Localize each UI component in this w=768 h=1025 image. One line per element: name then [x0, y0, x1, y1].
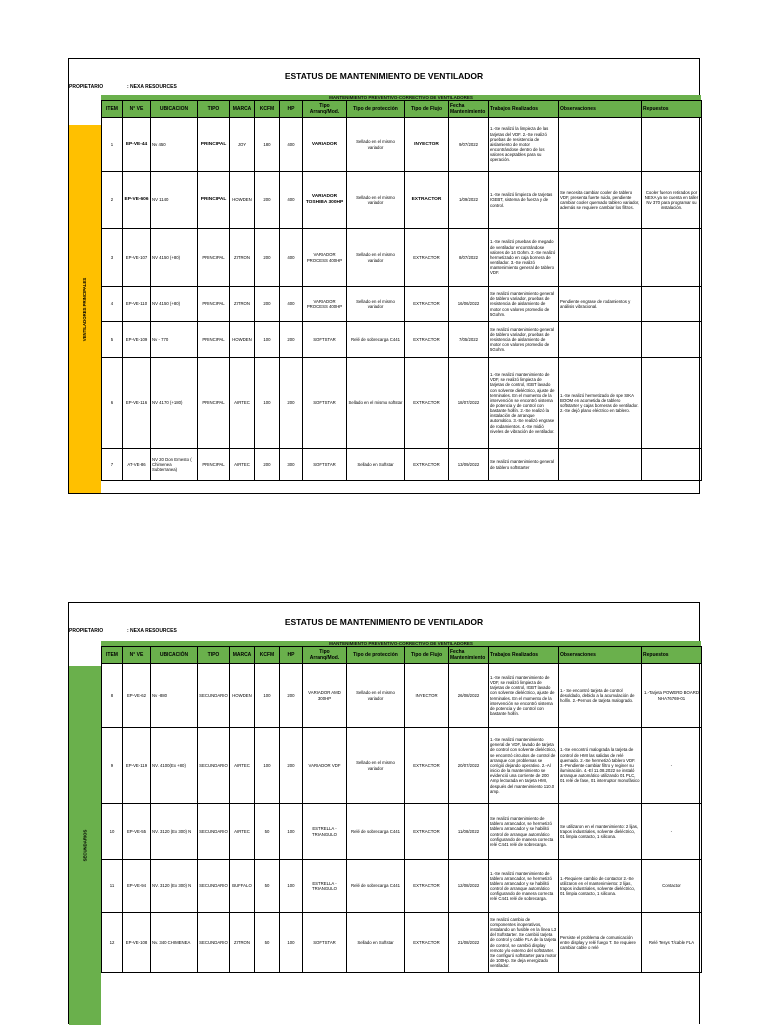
cell-hp: 400 — [280, 229, 303, 287]
maintenance-sheet-secundarios — [68, 602, 700, 1024]
cell-tipo: SECUNDARIO — [198, 728, 230, 804]
cell-ubic: Nv. 340 CHIMENEA — [151, 913, 198, 973]
sheet-subheader: MANTENIMIENTO PREVENTIVO-CORRECTIVO DE VENTILADORES — [101, 641, 701, 646]
cell-ubic: NV 4150 (+80) — [151, 229, 198, 287]
column-header: N° VE — [123, 647, 151, 664]
cell-tipo: PRINCIPAL — [198, 172, 230, 229]
cell-fecha: 20/07/2022 — [449, 728, 489, 804]
column-header: TIPO — [198, 647, 230, 664]
cell-fecha: 9/07/2022 — [449, 118, 489, 172]
cell-proteccion: Sellado en Softstar — [347, 913, 405, 973]
column-header: Tipo de Flujo — [405, 647, 449, 664]
column-header: UBICACIÓN — [151, 647, 198, 664]
cell-marca: AIRTEC — [230, 804, 255, 860]
column-header: N° VE — [123, 101, 151, 118]
cell-rep — [642, 322, 702, 358]
cell-rep: - — [642, 804, 702, 860]
cell-hp: 300 — [280, 449, 303, 481]
cell-kcfm: 100 — [255, 358, 280, 449]
table-row — [102, 913, 702, 973]
cell-kcfm: 100 — [255, 664, 280, 728]
cell-marca: JOY — [230, 118, 255, 172]
cell-obs: Persiste el problema de comunicación entre display y relé fuego T. Se requiere cambiar cable o relé — [559, 913, 642, 973]
column-header: KCFM — [255, 101, 280, 118]
cell-proteccion: Sellado en el mismo variador — [347, 172, 405, 229]
cell-tipo: SECUNDARIO — [198, 804, 230, 860]
column-header: Observaciones — [559, 101, 642, 118]
cell-trabajos: Se realizó cambio de componentes inoperativos, instalando un fusible en la línea L3 del Softstarter. Se cambió tarjeta de control y cable FLA de la tarjeta de control, se cambió display remoto y/o externo del softstarter. Se configuró softstarter para motor de 100Hp. Se deja energizado ventilador. — [489, 913, 559, 973]
cell-obs: 1.-Se realizó hermetizado de spe SIKA BOOM en acometida de tablero softstarter y cajas borneras de ventilador. 2.-Se dejó plano eléctrico en tablero. — [559, 358, 642, 449]
cell-kcfm: 50 — [255, 860, 280, 913]
cell-trabajos: 1.-Se realizó mantenimiento de VDF, se realizó limpieza de tarjetas de control, IGBT lavado con solvente dieléctrico, ajuste de terminales. En el momento de la intervención se encontró sistema de potencia y de control con bastante hollín. 2.-Se realizó la instalación de arranque automático. 3.-Se realizó engrase de rodamientos. 4.-Se midió niveles de vibración de ventilador. — [489, 358, 559, 449]
cell-ubic: Nv -880 — [151, 664, 198, 728]
cell-trabajos: 1.-Se realizó pruebas de megado de ventilador encontrándose valores de 14 Gohm. 2.-Se realizó hermetizado en caja bornera de ventilador. 3.-Se realizó mantenimiento general de tablero VDF. — [489, 229, 559, 287]
owner-value: : NEXA RESOURCES — [127, 84, 177, 90]
cell-flujo: EXTRACTOR — [405, 287, 449, 322]
cell-marca: HOWDEN — [230, 172, 255, 229]
column-header: Tipo de protección — [347, 101, 405, 118]
maintenance-table — [101, 646, 702, 973]
cell-trabajos: 1.-Se realizó la limpieza de las tarjetas del VDF. 2.-Se realizó pruebas de resistencia de aislamiento de motor encontrándose dentro de los valores aceptables para su operación. — [489, 118, 559, 172]
cell-nve: EP-VE-109 — [123, 322, 151, 358]
group-label-secundarios: SECUNDARIOS — [69, 666, 101, 1025]
column-header: HP — [280, 647, 303, 664]
cell-hp: 400 — [280, 287, 303, 322]
cell-kcfm: 100 — [255, 322, 280, 358]
column-header: KCFM — [255, 647, 280, 664]
cell-obs — [559, 229, 642, 287]
cell-ubic: NV 4150 (+80) — [151, 287, 198, 322]
cell-marca: AIRTEC — [230, 449, 255, 481]
cell-arranque: SOFTSTAR — [303, 449, 347, 481]
cell-fecha: 7/05/2022 — [449, 322, 489, 358]
cell-proteccion: Relé de sobrecarga C441 — [347, 322, 405, 358]
cell-obs — [559, 322, 642, 358]
cell-kcfm: 50 — [255, 804, 280, 860]
cell-hp: 100 — [280, 804, 303, 860]
cell-obs: 1.- Se encontró tarjeta de control desoldado, debido a la acumulación de hollín. 2.-Pernos de tarjeta malogrado. — [559, 664, 642, 728]
cell-proteccion: Sellado en Softstar — [347, 449, 405, 481]
cell-fecha: 1/09/2022 — [449, 172, 489, 229]
column-header: Trabajos Realizados — [489, 101, 559, 118]
cell-arranque: VARIADOR — [303, 118, 347, 172]
cell-proteccion: Sellado en el mismo variador — [347, 664, 405, 728]
cell-tipo: PRINCIPAL — [198, 322, 230, 358]
cell-obs — [559, 118, 642, 172]
maintenance-sheet-principal — [68, 58, 700, 494]
table-row — [102, 728, 702, 804]
cell-tipo: PRINCIPAL — [198, 449, 230, 481]
cell-rep — [642, 229, 702, 287]
cell-item: 3 — [102, 229, 123, 287]
cell-tipo: PRINCIPAL — [198, 118, 230, 172]
cell-kcfm: 200 — [255, 287, 280, 322]
cell-item: 11 — [102, 860, 123, 913]
cell-item: 6 — [102, 358, 123, 449]
cell-kcfm: 200 — [255, 449, 280, 481]
cell-marca: ZITRON — [230, 913, 255, 973]
column-header: Fecha Mantenimiento — [449, 101, 489, 118]
cell-kcfm: 200 — [255, 172, 280, 229]
cell-trabajos: 1.-Se realizó limpieza de tarjetas IGEBT, sistema de fuerza y de control. — [489, 172, 559, 229]
table-row — [102, 664, 702, 728]
cell-arranque: SOFTSTAR — [303, 913, 347, 973]
cell-obs — [559, 449, 642, 481]
cell-proteccion: Relé de sobrecarga C441 — [347, 860, 405, 913]
cell-nve: EP-VE-116 — [123, 358, 151, 449]
column-header: Repuestos — [642, 101, 702, 118]
cell-fecha: 8/07/2022 — [449, 229, 489, 287]
column-header: ITEM — [102, 101, 123, 118]
cell-flujo: EXTRACTOR — [405, 449, 449, 481]
cell-kcfm: 180 — [255, 118, 280, 172]
cell-item: 9 — [102, 728, 123, 804]
cell-arranque: VARIADOR TOSHIBA 300HP — [303, 172, 347, 229]
cell-marca: AIRTEC — [230, 358, 255, 449]
cell-arranque: ESTRELLA - TRIANGULO — [303, 804, 347, 860]
cell-nve: EP-VE-55 — [123, 804, 151, 860]
cell-trabajos: 1.-Se realizó mantenimiento de VDF, se realizó limpieza de tarjetas de control, IGBT lavado con solvente dieléctrico, ajuste de terminales. En el momento de la intervención se encontró sistema de potencia y de control con bastante hollín. — [489, 664, 559, 728]
cell-marca: AIRTEC — [230, 728, 255, 804]
cell-kcfm: 50 — [255, 913, 280, 973]
cell-ubic: Nv 450 — [151, 118, 198, 172]
cell-arranque: SOFTSTAR — [303, 322, 347, 358]
column-header: Fecha Mantenimiento — [449, 647, 489, 664]
cell-nve: EP-VE-62 — [123, 664, 151, 728]
cell-nve: EP-VE-606 — [123, 172, 151, 229]
cell-item: 2 — [102, 172, 123, 229]
cell-nve: EP-VE-110 — [123, 287, 151, 322]
cell-fecha: 18/07/2022 — [449, 358, 489, 449]
cell-flujo: EXTRACTOR — [405, 172, 449, 229]
cell-flujo: INYECTOR — [405, 118, 449, 172]
cell-nve: EP-VE-107 — [123, 229, 151, 287]
group-label-principales: VENTILADORES PRINCIPALES — [69, 125, 101, 493]
cell-fecha: 21/08/2022 — [449, 913, 489, 973]
owner-value: : NEXA RESOURCES — [127, 628, 177, 634]
cell-flujo: EXTRACTOR — [405, 322, 449, 358]
cell-proteccion: Sellado en el mismo variador — [347, 229, 405, 287]
cell-flujo: EXTRACTOR — [405, 728, 449, 804]
cell-flujo: INYECTOR — [405, 664, 449, 728]
cell-tipo: SECUNDARIO — [198, 913, 230, 973]
column-header: ITEM — [102, 647, 123, 664]
cell-marca: ZITRON — [230, 229, 255, 287]
cell-flujo: EXTRACTOR — [405, 358, 449, 449]
cell-tipo: PRINCIPAL — [198, 287, 230, 322]
cell-rep — [642, 449, 702, 481]
cell-item: 8 — [102, 664, 123, 728]
cell-nve: EP-VE-108 — [123, 913, 151, 973]
cell-nve: EP-VE-94 — [123, 860, 151, 913]
cell-rep — [642, 287, 702, 322]
cell-hp: 100 — [280, 913, 303, 973]
table-row — [102, 358, 702, 449]
cell-item: 10 — [102, 804, 123, 860]
cell-fecha: 13/09/2022 — [449, 449, 489, 481]
cell-nve: EP-VE-119 — [123, 728, 151, 804]
table-row — [102, 229, 702, 287]
cell-marca: HOWDEN — [230, 322, 255, 358]
cell-fecha: 16/06/2022 — [449, 287, 489, 322]
cell-nve: AT-VE-86 — [123, 449, 151, 481]
table-row — [102, 804, 702, 860]
cell-ubic: NV 1140 — [151, 172, 198, 229]
maintenance-table — [101, 100, 702, 481]
cell-nve: EP-VE-44 — [123, 118, 151, 172]
cell-trabajos: Se realizó mantenimiento general de tablero variador, pruebas de resistencia de aislamiento de motor con valores promedio de 5Gohm. — [489, 287, 559, 322]
cell-flujo: EXTRACTOR — [405, 860, 449, 913]
column-header: Tipo de protección — [347, 647, 405, 664]
column-header: HP — [280, 101, 303, 118]
table-row — [102, 287, 702, 322]
cell-marca: HOWDEN — [230, 664, 255, 728]
cell-rep: Contactor — [642, 860, 702, 913]
column-header: Trabajos Realizados — [489, 647, 559, 664]
column-header: TIPO — [198, 101, 230, 118]
cell-arranque: VARIADOR AMD 300HP — [303, 664, 347, 728]
cell-rep: 1.-Tarjeta POWERD BOARD NHA76769-01 — [642, 664, 702, 728]
cell-hp: 200 — [280, 358, 303, 449]
cell-item: 1 — [102, 118, 123, 172]
column-header: UBICACION — [151, 101, 198, 118]
cell-item: 5 — [102, 322, 123, 358]
cell-hp: 400 — [280, 172, 303, 229]
cell-tipo: PRINCIPAL — [198, 358, 230, 449]
cell-item: 12 — [102, 913, 123, 973]
cell-tipo: SECUNDARIO — [198, 664, 230, 728]
cell-obs: Se utilizaron en el mantenimiento: 2 lijas, trapos industriales, solvente dieléctrico, 01 limpia contacto, 1 silicona. — [559, 804, 642, 860]
cell-arranque: VARIADOR PROCESS 400HP — [303, 287, 347, 322]
owner-line — [69, 628, 177, 634]
cell-proteccion: Sellado en el mismo variador — [347, 287, 405, 322]
cell-proteccion: Relé de sobrecarga C441 — [347, 804, 405, 860]
cell-obs: Se necesita cambiar cooler de tablero VDF, presenta fuerte ruido, pendiente cambiar cooler quemado tablero variador, además se requiere cambiar los filtros. — [559, 172, 642, 229]
column-header: Tipo Arranq/Mod. — [303, 647, 347, 664]
cell-trabajos: Se realizó mantenimiento general de tablero softstarter — [489, 449, 559, 481]
cell-fecha: 26/08/2022 — [449, 664, 489, 728]
table-row — [102, 322, 702, 358]
cell-arranque: VARIADOR PROCESS 400HP — [303, 229, 347, 287]
table-row — [102, 118, 702, 172]
cell-trabajos: Se realizó mantenimiento general de tablero variador, pruebas de resistencia de aislamiento de motor con valores promedio de 5Gohm. — [489, 322, 559, 358]
sheet-title: ESTATUS DE MANTENIMIENTO DE VENTILADOR — [284, 617, 484, 627]
cell-kcfm: 100 — [255, 728, 280, 804]
sheet-title: ESTATUS DE MANTENIMIENTO DE VENTILADOR — [284, 71, 484, 81]
cell-hp: 200 — [280, 728, 303, 804]
cell-tipo: SECUNDARIO — [198, 860, 230, 913]
cell-item: 4 — [102, 287, 123, 322]
cell-ubic: NV 4170 (+180) — [151, 358, 198, 449]
column-header: Tipo Arranq/Mod. — [303, 101, 347, 118]
column-header: MARCA — [230, 101, 255, 118]
cell-obs: Pendiente engrase de rodamientos y análisis vibracional. — [559, 287, 642, 322]
cell-fecha: 12/08/2022 — [449, 860, 489, 913]
cell-trabajos: 1.-Se realizó mantenimiento de tablero arrancador, se hermetizó tablero arrancador y se habilitó control de arranque automático configurando de manera correcta relé C441 relé de sobrecarga. — [489, 860, 559, 913]
column-header: MARCA — [230, 647, 255, 664]
cell-ubic: Nv - 770 — [151, 322, 198, 358]
cell-kcfm: 200 — [255, 229, 280, 287]
cell-rep — [642, 358, 702, 449]
cell-obs: 1.-Se encontró malograda la tarjeta de control de HMI las salidas de relé quemado. 2.-Se hermetizó tablero VDF. 3.-Pendiente cambiar filtro y reginer su iluminación. 4.-El 11.08.2022 se instaló arranque automático utilizando 01 PLC, 01 relé de fase, 01 interruptor monofásico — [559, 728, 642, 804]
cell-proteccion: Sellado en el mismo variador — [347, 728, 405, 804]
column-header: Tipo de Flujo — [405, 101, 449, 118]
cell-ubic: NV. 4100(Ex +80) — [151, 728, 198, 804]
cell-hp: 100 — [280, 860, 303, 913]
cell-proteccion: Sellado en el mismo softstar — [347, 358, 405, 449]
cell-trabajos: 1.-Se realizó mantenimiento general de VDF, lavado de tarjeta de control con solvente dieléctrico, se encontró circuitos de control de arranque con problemas se corrigió dejando operativo. 2.-Al inicio de la mantenimiento se evidenció una corriente de 200 Amp lecturada en tarjeta HMI, después del mantenimiento 110.0 amp. — [489, 728, 559, 804]
cell-arranque: ESTRELLA - TRIANGULO — [303, 860, 347, 913]
cell-rep — [642, 118, 702, 172]
table-row — [102, 860, 702, 913]
cell-obs: 1.-Requiere cambio de contactor 2.-Se utilizaron en el mantenimiento: 2 lijas, trapos industriales, solvente dieléctrico, 01 limpia contacto, 1 silicona. — [559, 860, 642, 913]
cell-fecha: 11/08/2022 — [449, 804, 489, 860]
owner-label: PROPIETARIO — [69, 84, 104, 90]
cell-arranque: SOFTSTAR — [303, 358, 347, 449]
cell-hp: 200 — [280, 664, 303, 728]
cell-arranque: VARIADOR VDF — [303, 728, 347, 804]
owner-label: PROPIETARIO — [69, 628, 104, 634]
cell-ubic: NV. 3120 (Ex 300) N — [151, 804, 198, 860]
cell-rep: Cooler fueron retirados por NEXA ya se cuenta en taller Nv 370 para programar su instalación. — [642, 172, 702, 229]
cell-rep: - — [642, 728, 702, 804]
cell-flujo: EXTRACTOR — [405, 913, 449, 973]
sheet-subheader: MANTENIMIENTO PREVENTIVO-CORRECTIVO DE VENTILADORES — [101, 95, 701, 100]
cell-ubic: NV 20 Don Ernesto ( Chimenea Subterranea) — [151, 449, 198, 481]
cell-tipo: PRINCIPAL — [198, 229, 230, 287]
cell-flujo: EXTRACTOR — [405, 804, 449, 860]
cell-marca: BUFFALO — [230, 860, 255, 913]
column-header: Repuestos — [642, 647, 702, 664]
cell-marca: ZITRON — [230, 287, 255, 322]
cell-hp: 200 — [280, 322, 303, 358]
cell-rep: Relé Tesys T/cable FLA — [642, 913, 702, 973]
cell-hp: 400 — [280, 118, 303, 172]
owner-line — [69, 84, 177, 90]
table-row — [102, 449, 702, 481]
table-row — [102, 172, 702, 229]
column-header: Observaciones — [559, 647, 642, 664]
cell-ubic: NV. 3120 (Ex 300) N — [151, 860, 198, 913]
cell-proteccion: Sellado en el mismo variador — [347, 118, 405, 172]
cell-flujo: EXTRACTOR — [405, 229, 449, 287]
cell-trabajos: Se realizó mantenimiento de tablero arrancador, se hermetizó tablero arrancador y se habilitó control de arranque automático configurando de manera correcta relé C441 relé de sobrecarga. — [489, 804, 559, 860]
cell-item: 7 — [102, 449, 123, 481]
